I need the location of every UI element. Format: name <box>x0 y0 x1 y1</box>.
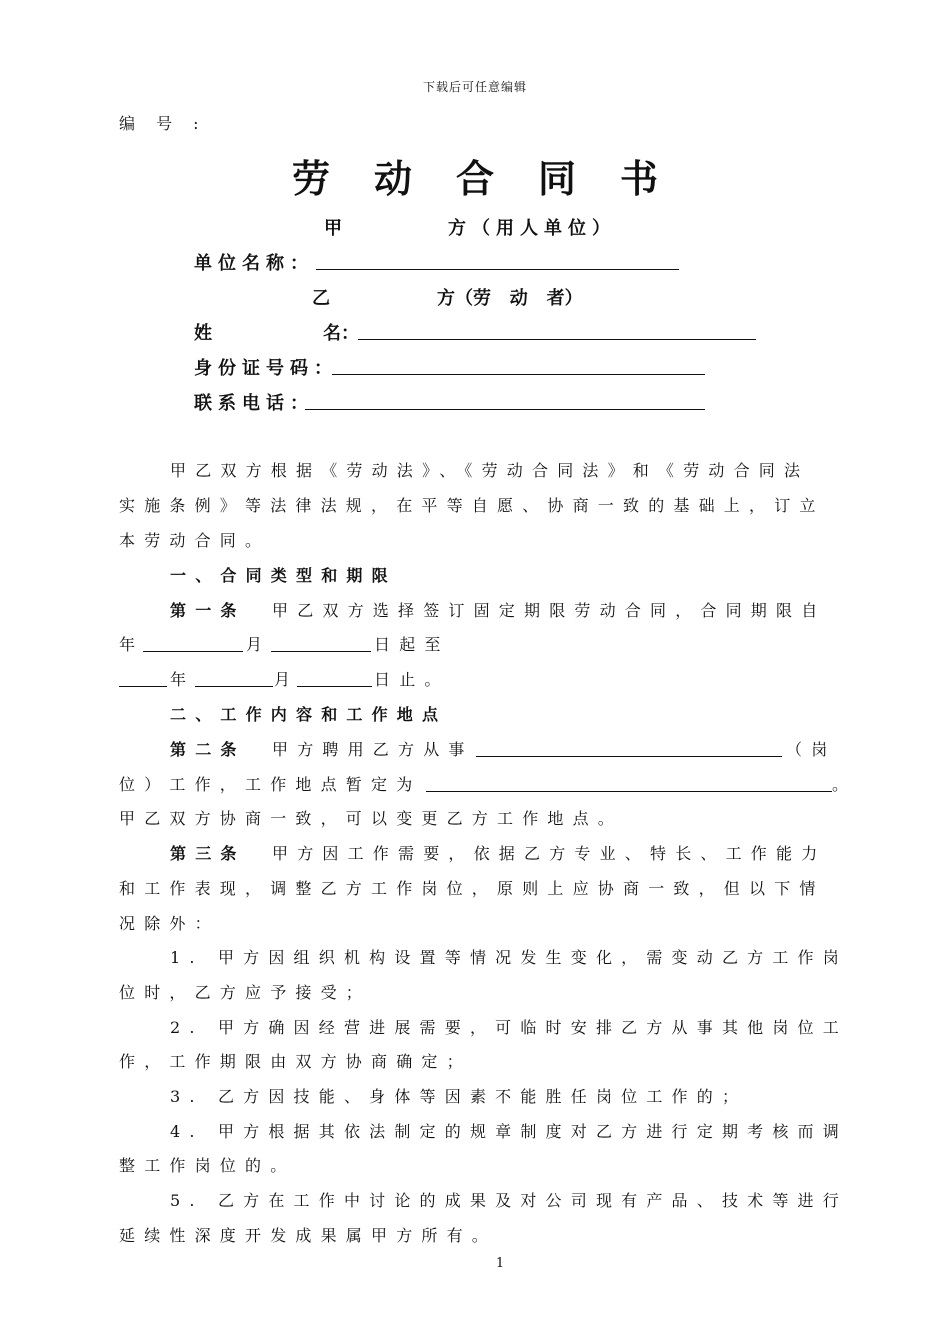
article-3-line-1: 甲方因工作需要，依据乙方专业、特长、工作能力 <box>272 844 827 863</box>
article-1-text: 甲乙双方选择签订固定期限劳动合同，合同期限自 <box>272 601 827 620</box>
article-3-line-3: 况除外： <box>119 914 220 933</box>
unit-name-field[interactable] <box>316 252 679 270</box>
end-year-field[interactable] <box>119 669 167 687</box>
list-item-2-a: 2. 甲方确因经营进展需要，可临时安排乙方从事其他岗位工 <box>170 1018 848 1037</box>
list-item-4-a: 4. 甲方根据其依法制定的规章制度对乙方进行定期考核而调 <box>170 1122 848 1141</box>
position-field[interactable] <box>476 739 782 757</box>
party-b-label-left: 乙 <box>312 288 330 309</box>
start-day-field[interactable] <box>271 634 371 652</box>
page-number: 1 <box>495 1256 505 1271</box>
intro-line-1: 甲乙双方根据《劳动法》、《劳动合同法》和《劳动合同法 <box>170 461 810 480</box>
article-2-text-2: （岗 <box>786 740 837 759</box>
article-3-label: 第三条 <box>170 844 246 863</box>
article-1-year2-label: 年 <box>170 670 196 689</box>
article-1-day-to-label: 日止。 <box>374 670 450 689</box>
name-field[interactable] <box>358 322 756 340</box>
list-item-3: 3. 乙方因技能、身体等因素不能胜任岗位工作的； <box>170 1087 748 1106</box>
list-item-4-b: 整工作岗位的。 <box>119 1156 296 1175</box>
list-item-5-a: 5. 乙方在工作中讨论的成果及对公司现有产品、技术等进行 <box>170 1191 848 1210</box>
party-a-label-left: 甲 <box>324 218 342 239</box>
article-1-month2-label: 月 <box>274 670 300 689</box>
phone-label: 联系电话： <box>194 393 314 414</box>
serial-number-label: 编 号 : <box>119 114 207 133</box>
party-b-label-right: 方（劳 动 者） <box>437 288 583 309</box>
work-location-field[interactable] <box>426 774 832 792</box>
intro-line-3: 本劳动合同。 <box>119 531 271 550</box>
article-1-label: 第一条 <box>170 601 246 620</box>
article-2-text-4: 。 <box>832 775 849 794</box>
phone-field[interactable] <box>305 392 705 410</box>
list-item-5-b: 延续性深度开发成果属甲方所有。 <box>119 1226 498 1245</box>
party-a-label-right: 方（用人单位） <box>448 218 616 239</box>
id-number-field[interactable] <box>332 357 705 375</box>
start-year-month-field[interactable] <box>143 634 243 652</box>
list-item-1-a: 1. 甲方因组织机构设置等情况发生变化，需变动乙方工作岗 <box>170 948 848 967</box>
article-1-month-label: 月 <box>246 635 272 654</box>
list-item-1-b: 位时，乙方应予接受； <box>119 983 372 1002</box>
name-label-left: 姓 <box>194 323 212 344</box>
unit-name-label: 单位名称： <box>194 253 314 274</box>
article-1-day-from-label: 日起至 <box>374 635 450 654</box>
document-title: 劳动合同书 <box>291 156 702 201</box>
intro-line-2: 实施条例》等法律法规，在平等自愿、协商一致的基础上，订立 <box>119 496 825 515</box>
end-month-field[interactable] <box>195 669 273 687</box>
name-label-right: 名： <box>323 323 359 344</box>
article-2-label: 第二条 <box>170 740 246 759</box>
section-1-heading: 一、合同类型和期限 <box>170 566 397 585</box>
article-2-text-5: 甲乙双方协商一致，可以变更乙方工作地点。 <box>119 809 624 828</box>
id-number-label: 身份证号码： <box>194 358 338 379</box>
article-3-line-2: 和工作表现，调整乙方工作岗位，原则上应协商一致，但以下情 <box>119 879 825 898</box>
article-2-text-3: 位）工作，工作地点暂定为 <box>119 775 422 794</box>
header-note: 下载后可任意编辑 <box>422 80 527 94</box>
section-2-heading: 二、工作内容和工作地点 <box>170 705 448 724</box>
list-item-2-b: 作，工作期限由双方协商确定； <box>119 1052 472 1071</box>
end-day-field[interactable] <box>297 669 372 687</box>
article-2-text-1: 甲方聘用乙方从事 <box>272 740 474 759</box>
article-1-year-label: 年 <box>119 635 145 654</box>
